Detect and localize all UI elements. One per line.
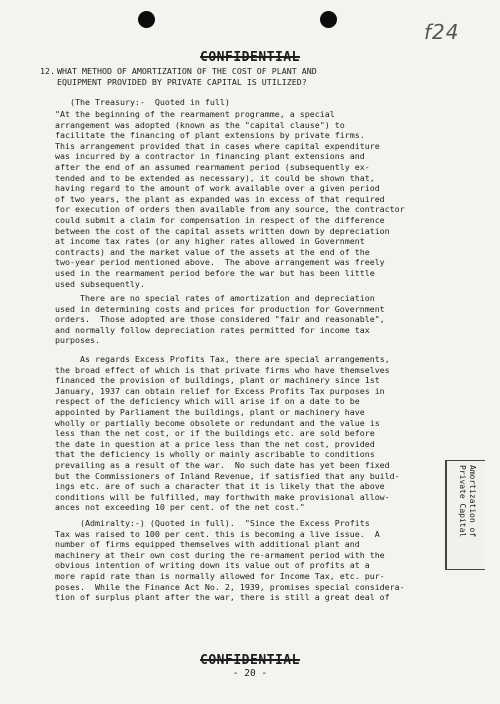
paragraph-depreciation-rates: There are no special rates of amortization and depreciation used in determining costs and prices for production for Government orders. Those adopted are those considered "fair and reasonable", and normally follow depreciation rates permitted for income tax purposes.	[55, 293, 385, 346]
index-side-tab	[445, 460, 485, 570]
paragraph-capital-clause: "At the beginning of the rearmament programme, a special arrangement was adopted (known as the "capital clause") to facilitate the financing of plant extensions by private firms. This arrangement provided that in cases where capital expenditure was incurred by a contractor in financing plant extensions and after the end of an assumed rearmament period (subsequently ex- tended and to be extended as necessary), it could be shown that, having regard to the amount of work available over a given period of two years, the plant as expanded was in excess of that required for execution of orders then available from any source, the contractor could submit a claim for compensation in respect of the difference between the cost of the capital assets written down by depreciation at income tax rates (or any higher rates allowed in Government contracts) and the market value of the assets at the end of the two-year period mentioned above. The above arrangement was freely used in the rearmament period before the war but has been little used subsequently.	[55, 109, 405, 289]
index-side-tab-text	[457, 465, 477, 537]
paragraph-excess-profits-tax: As regards Excess Profits Tax, there are special arrangements, the broad effect of which is that private firms who have themselves financed the provision of buildings, plant or machinery since 1st January, 1937 can obtain relief for Excess Profits Tax purposes in respect of the deficiency which will arise if on a date to be appointed by Parliament the buildings, plant or machinery have wholly or partially become obsolete or redundant and the value is less than the net cost, or if the buildings etc. are sold before the date in question at a price less than the net cost, provided that the deficiency is wholly or mainly ascribable to conditions prevailing as a result of the war. No such date has yet been fixed but the Commissioners of Inland Revenue, if satisfied that any build- ings etc. are of such a character that it is likely that the above conditions will be fulfilled, may forthwith make provisional allow- ances not exceeding 10 per cent. of the net cost."	[55, 354, 400, 513]
paragraph-admiralty: (Admiralty:-) (Quoted in full). "Since the Excess Profits Tax was raised to 100 per cent. this is becoming a live issue. A number of firms equipped themselves with additional plant and machinery at their own cost during the re-armament period with the obvious intention of writing down its value out of profits at a more rapid rate than is normally allowed for Income Tax, etc. pur- poses. While the Finance Act No. 2, 1939, promises special considera- tion of surplus plant after the war, there is still a great deal of	[55, 518, 405, 603]
question-text: WHAT METHOD OF AMORTIZATION OF THE COST OF PLANT AND EQUIPMENT PROVIDED BY PRIVATE CAPITAL IS UTILIZED?	[57, 66, 317, 87]
page-number: - 20 -	[232, 668, 268, 679]
punch-hole-right	[320, 11, 337, 28]
punch-hole-left	[138, 11, 155, 28]
classification-header-text: CONFIDENTIAL	[200, 50, 300, 65]
classification-footer-text: CONFIDENTIAL	[200, 653, 300, 668]
side-tab-line-2: Private Capital	[458, 465, 467, 538]
folio-mark: f24	[424, 20, 460, 44]
treasury-source-label: (The Treasury:- Quoted in full)	[70, 97, 230, 107]
classification-footer	[0, 653, 500, 668]
question-number: 12.	[40, 66, 55, 76]
classification-header	[0, 50, 500, 65]
question-block	[40, 66, 440, 87]
side-tab-line-1: Amortization of	[468, 465, 477, 538]
